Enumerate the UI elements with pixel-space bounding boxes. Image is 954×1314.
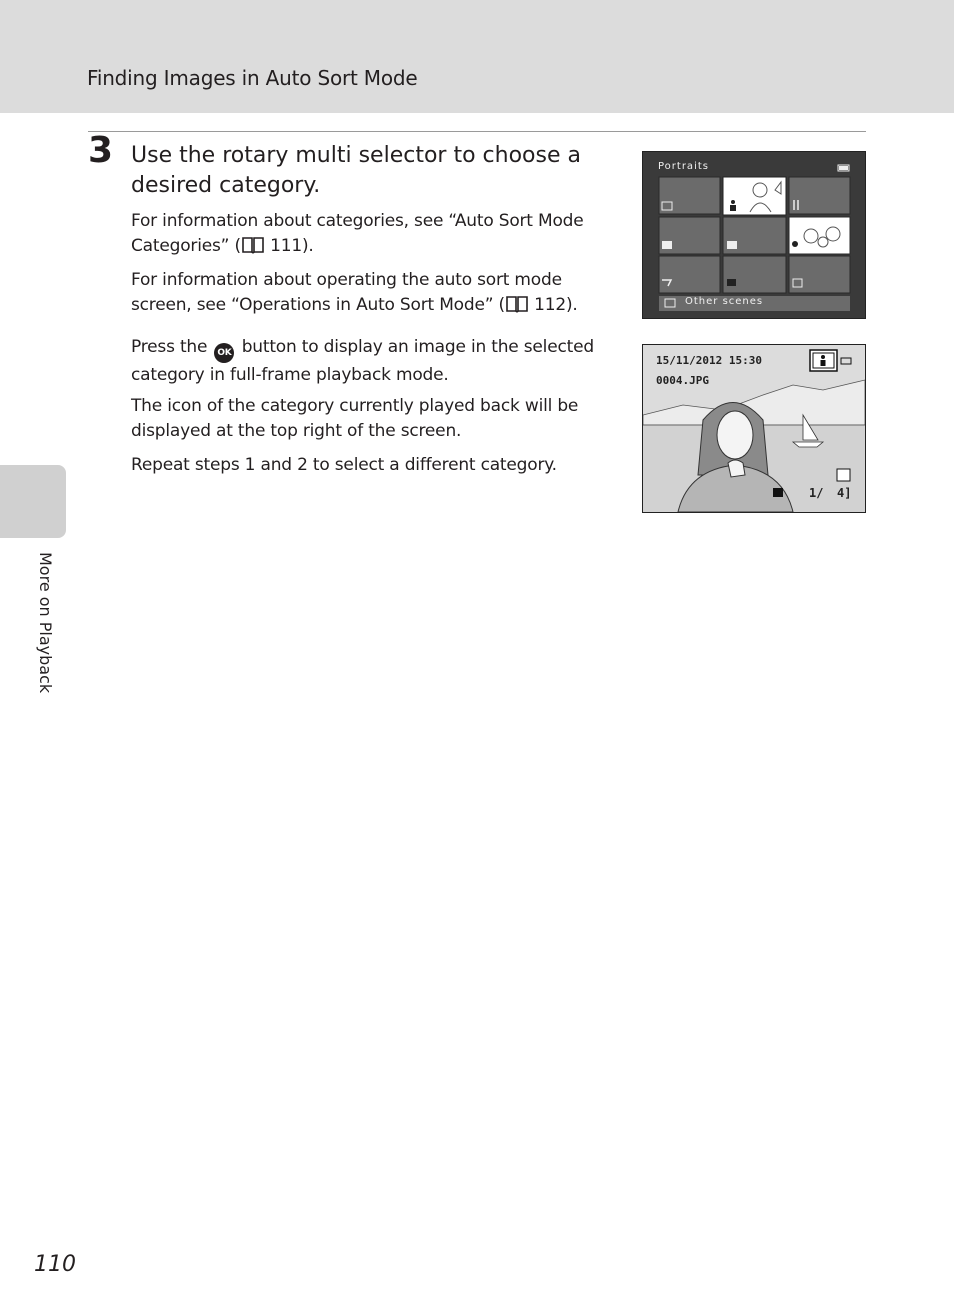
paragraph-operations bbox=[131, 268, 621, 318]
file-name-readout: 0004.JPG bbox=[656, 374, 709, 387]
paragraph-text: Press the bbox=[131, 337, 208, 357]
category-selection-screen bbox=[642, 151, 866, 319]
divider bbox=[88, 131, 866, 132]
frame-counter-current: 1/ bbox=[809, 486, 824, 500]
full-frame-playback-screen bbox=[642, 344, 866, 513]
page-number: 110 bbox=[34, 1252, 76, 1277]
paragraph-categories bbox=[131, 209, 621, 259]
paragraph-text: button to display an image in the selected category in full-frame playback mode. bbox=[131, 337, 594, 385]
paragraph-press-ok bbox=[131, 335, 621, 388]
date-time-readout: 15/11/2012 15:30 bbox=[656, 354, 762, 367]
category-grid-graphic bbox=[643, 152, 865, 318]
book-icon bbox=[241, 236, 265, 254]
step-title: Use the rotary multi selector to choose a desired category. bbox=[131, 143, 581, 198]
paragraph-text: For information about operating the auto sort mode screen, see “Operations in Auto Sort Mode” ( bbox=[131, 270, 562, 315]
portrait-photo-graphic bbox=[643, 345, 865, 512]
paragraph-text: 112). bbox=[528, 295, 578, 315]
page-header-title: Finding Images in Auto Sort Mode bbox=[87, 66, 418, 90]
ok-button-icon: OK bbox=[214, 343, 234, 363]
book-icon bbox=[505, 295, 529, 313]
paragraph-text: 111). bbox=[264, 236, 314, 256]
section-tab-label: More on Playback bbox=[36, 552, 55, 694]
paragraph-text: For information about categories, see “Auto Sort Mode Categories” ( bbox=[131, 211, 584, 256]
paragraph-repeat: Repeat steps 1 and 2 to select a different category. bbox=[131, 455, 557, 475]
paragraph-icon-info: The icon of the category currently played back will be displayed at the top right of the screen. bbox=[131, 396, 579, 441]
step-number: 3 bbox=[88, 130, 114, 171]
section-tab bbox=[0, 465, 66, 538]
frame-counter-total: 4] bbox=[837, 486, 852, 500]
category-heading: Portraits bbox=[658, 161, 709, 172]
other-scenes-label: Other scenes bbox=[685, 296, 764, 307]
header-band bbox=[0, 0, 954, 113]
